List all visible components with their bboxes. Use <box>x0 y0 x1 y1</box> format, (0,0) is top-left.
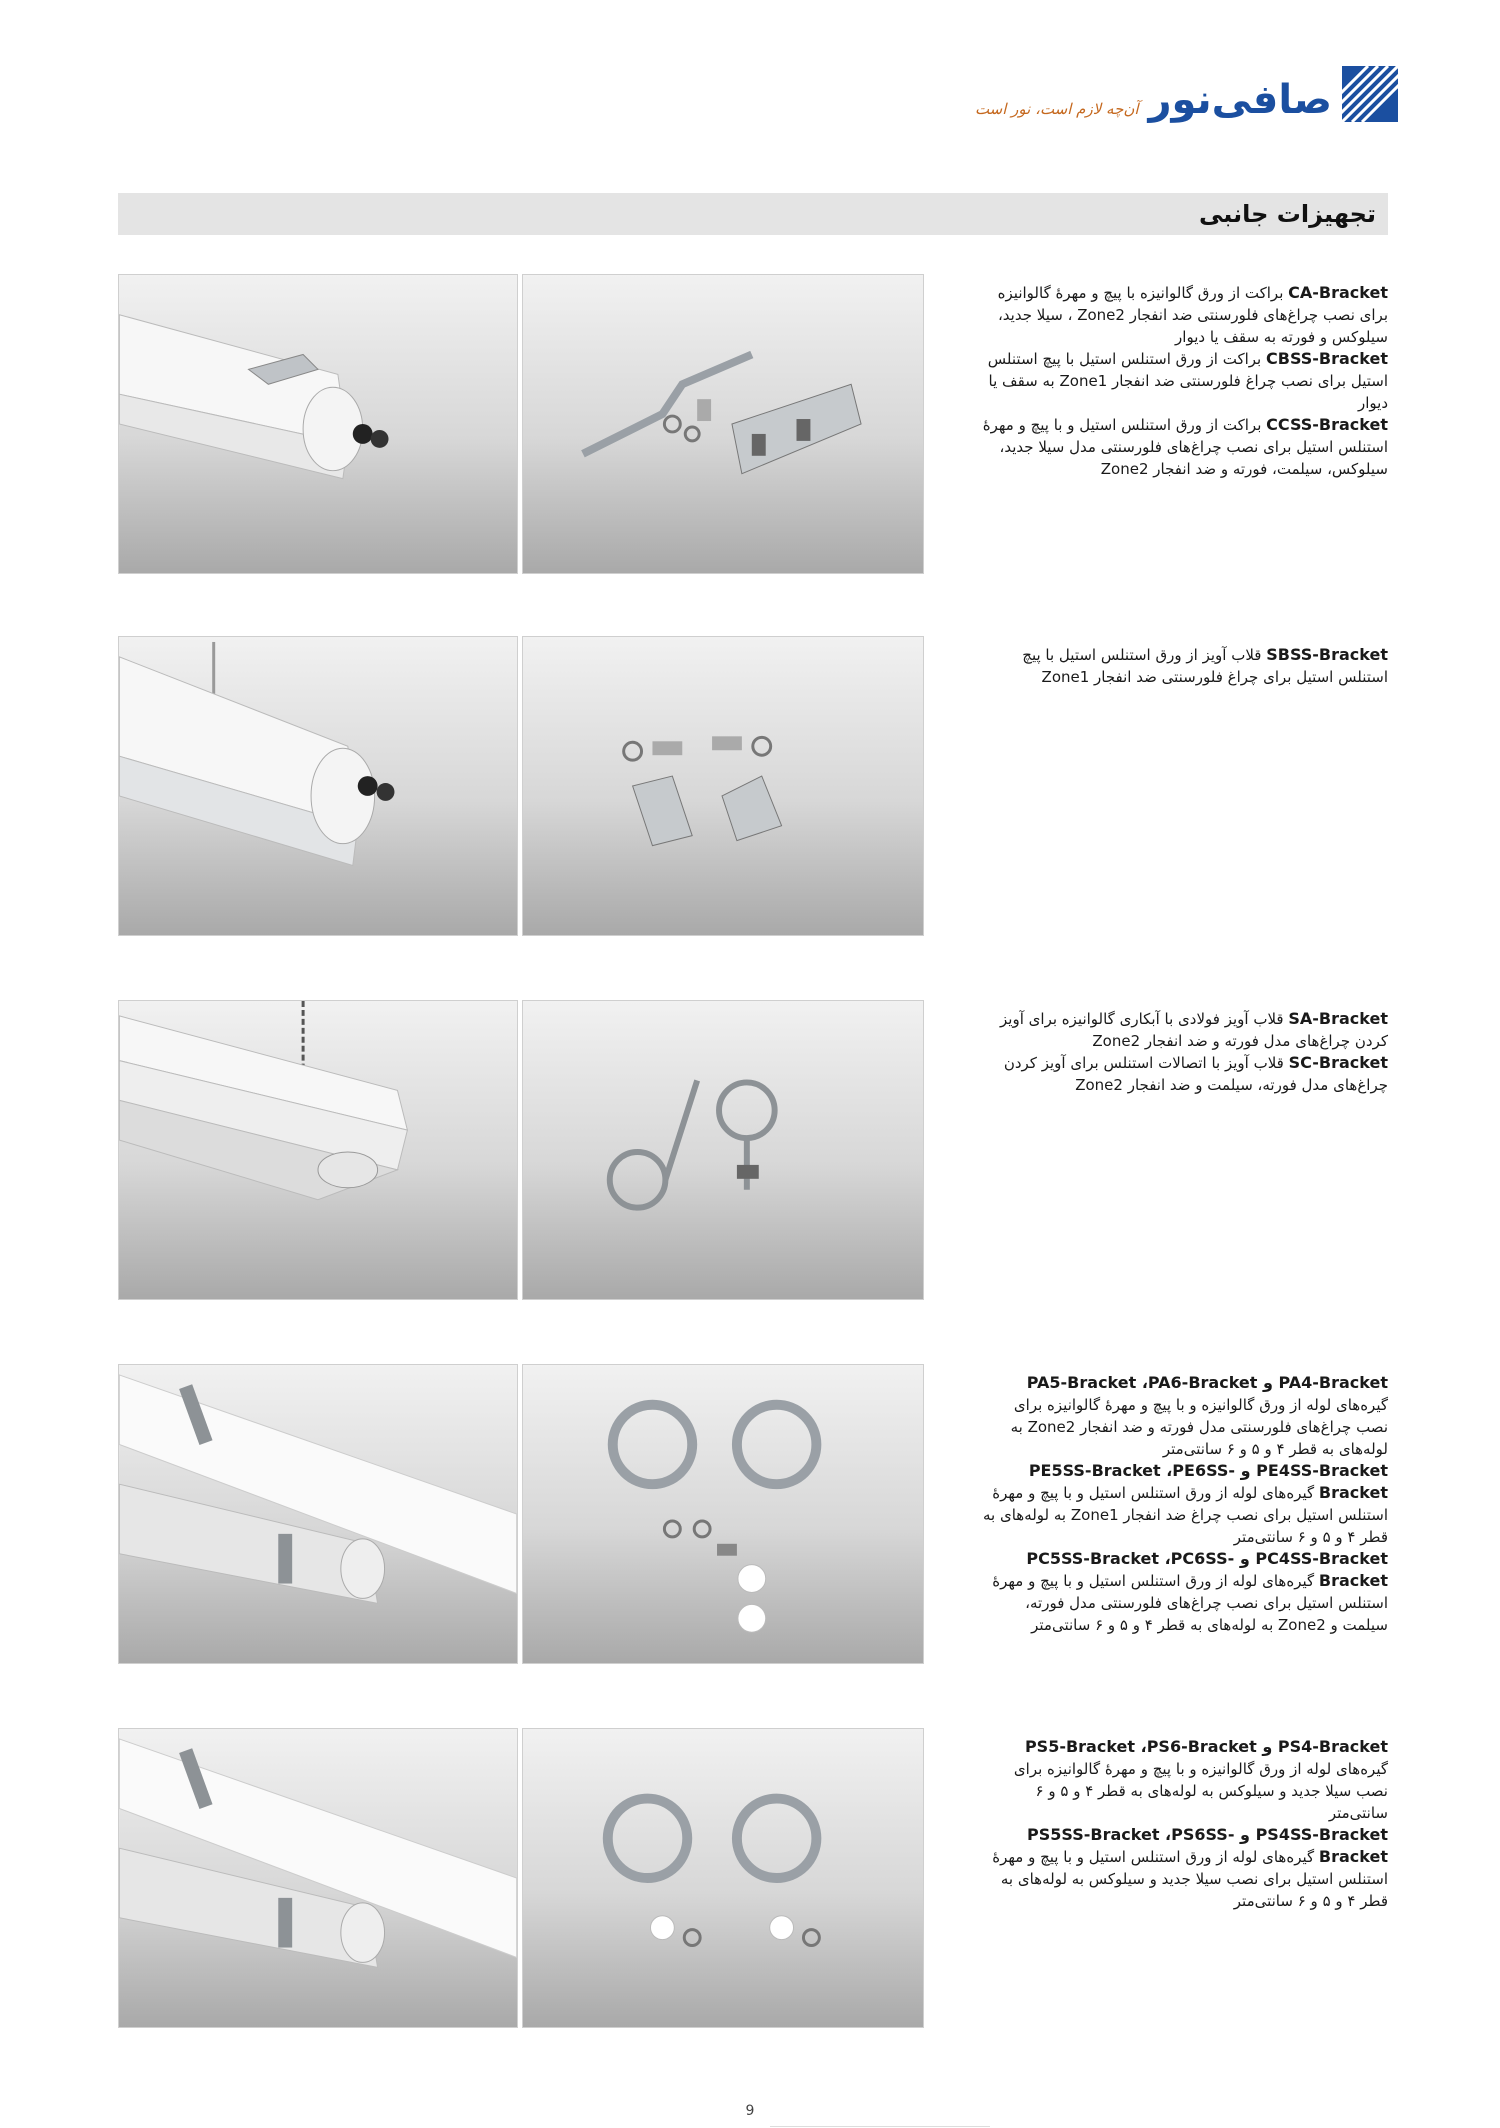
product-entry <box>978 1824 1388 1912</box>
bracket-photo-2 <box>522 636 924 936</box>
bracket-parts-icon <box>523 275 923 573</box>
product-text: گیره‌های لوله از ورق گالوانیزه و با پیچ و مهرهٔ گالوانیزه برای نصب چراغ‌های فلورسنتی مدل فورته و ضد انفجار Zone2 به لوله‌های به قطر ۴ و ۵ و ۶ سانتی‌متر <box>1010 1396 1388 1458</box>
product-description-2 <box>978 644 1388 688</box>
bracket-photo-4 <box>522 1364 924 1664</box>
product-text: گیره‌های لوله از ورق گالوانیزه و با پیچ و مهرهٔ گالوانیزه برای نصب سیلا جدید و سیلوکس به لوله‌های به قطر ۴ و ۵ و ۶ سانتی‌متر <box>1013 1760 1388 1822</box>
product-entry <box>978 1052 1388 1096</box>
footer-divider <box>770 2126 990 2127</box>
product-text: براکت از ورق استنلس استیل و با پیچ و مهرهٔ استنلس استیل برای نصب چراغ‌های فلورسنتی مدل سیلا جدید، سیلوکس، سیلمت، فورته و ضد انفجار Zone2 <box>982 416 1388 478</box>
pipe-mounted-fixture-icon <box>119 1729 517 2027</box>
product-text: گیره‌های لوله از ورق استنلس استیل و با پیچ و مهرهٔ استنلس استیل برای نصب چراغ ضد انفجار Zone1 به لوله‌های به قطر ۴ و ۵ و ۶ سانتی‌متر <box>982 1484 1388 1546</box>
bracket-photo-5 <box>522 1728 924 2028</box>
fixture-with-bracket-icon <box>119 275 517 573</box>
page-title: تجهیزات جانبی <box>1199 200 1376 228</box>
product-entry <box>978 348 1388 414</box>
hanging-fixture-icon <box>119 637 517 935</box>
product-description-4 <box>978 1372 1388 1636</box>
pipe-clamp-parts-icon <box>523 1729 923 2027</box>
product-text: گیره‌های لوله از ورق استنلس استیل و با پیچ و مهرهٔ استنلس استیل برای نصب چراغ‌های فلورسنتی مدل فورته، سیلمت و Zone2 به لوله‌های به قطر ۴ و ۵ و ۶ سانتی‌متر <box>992 1572 1388 1634</box>
brand-tagline: آن‌چه لازم است، نور است <box>974 100 1139 118</box>
chain-hung-fixture-icon <box>119 1001 517 1299</box>
product-text: قلاب آویز فولادی با آبکاری گالوانیزه برای آویز کردن چراغ‌های مدل فورته و ضد انفجار Zone2 <box>1000 1010 1388 1050</box>
product-description-5 <box>978 1736 1388 1912</box>
product-entry <box>978 1460 1388 1548</box>
product-text: براکت از ورق گالوانیزه با پیچ و مهرهٔ گالوانیزه برای نصب چراغ‌های فلورسنتی ضد انفجار Zone2 ، سیلا جدید، سیلوکس و فورته به سقف یا دیوار <box>997 284 1388 346</box>
bracket-photo-3 <box>522 1000 924 1300</box>
product-section-5 <box>118 1728 1388 2028</box>
spiral-hook-icon <box>523 1001 923 1299</box>
product-description-1 <box>978 282 1388 480</box>
product-entry <box>978 1008 1388 1052</box>
product-text: قلاب آویز با اتصالات استنلس برای آویز کردن چراغ‌های مدل فورته، سیلمت و ضد انفجار Zone2 <box>1003 1054 1388 1094</box>
product-code: PS4-Bracket و PS5-Bracket ،PS6-Bracket <box>1024 1737 1388 1756</box>
bracket-photo-1 <box>522 274 924 574</box>
product-section-4 <box>118 1364 1388 1664</box>
product-code: SC-Bracket <box>1288 1053 1388 1072</box>
product-description-3 <box>978 1008 1388 1096</box>
product-code: PA4-Bracket و PA5-Bracket ،PA6-Bracket <box>1026 1373 1388 1392</box>
product-code: CA-Bracket <box>1288 283 1388 302</box>
fixture-photo-5 <box>118 1728 518 2028</box>
section-title-bar <box>118 193 1388 235</box>
product-entry <box>978 1736 1388 1824</box>
product-code: CBSS-Bracket <box>1266 349 1388 368</box>
product-code: CCSS-Bracket <box>1266 415 1388 434</box>
product-entry <box>978 282 1388 348</box>
pipe-mounted-fixture-icon <box>119 1365 517 1663</box>
product-code: PS4SS-Bracket و PS5SS-Bracket ،PS6SS-Bracket <box>1027 1825 1388 1866</box>
product-text: براکت از ورق استنلس استیل با پیچ استنلس استیل برای نصب چراغ فلورسنتی ضد انفجار Zone1 به سقف یا دیوار <box>987 350 1388 412</box>
product-code: SA-Bracket <box>1288 1009 1388 1028</box>
product-entry <box>978 644 1388 688</box>
fixture-photo-1 <box>118 274 518 574</box>
brand-logo <box>975 66 1398 122</box>
brand-stripes-icon <box>1342 66 1398 122</box>
fixture-photo-2 <box>118 636 518 936</box>
product-code: PC4SS-Bracket و PC5SS-Bracket ،PC6SS-Bracket <box>1026 1549 1388 1590</box>
brand-name: صافی‌نور <box>1148 77 1332 123</box>
fixture-photo-3 <box>118 1000 518 1300</box>
product-code: PE4SS-Bracket و PE5SS-Bracket ،PE6SS-Bracket <box>1028 1461 1388 1502</box>
product-text: گیره‌های لوله از ورق استنلس استیل و با پیچ و مهرهٔ استنلس استیل برای نصب سیلا جدید و سیلوکس به لوله‌های به قطر ۴ و ۵ و ۶ سانتی‌متر <box>992 1848 1388 1910</box>
hook-parts-icon <box>523 637 923 935</box>
product-section-2 <box>118 636 1388 936</box>
product-text: قلاب آویز از ورق استنلس استیل با پیچ استنلس استیل برای چراغ فلورسنتی ضد انفجار Zone1 <box>1022 646 1388 686</box>
product-entry <box>978 414 1388 480</box>
product-entry <box>978 1372 1388 1460</box>
pipe-clamp-parts-icon <box>523 1365 923 1663</box>
product-section-3 <box>118 1000 1388 1300</box>
product-code: SBSS-Bracket <box>1266 645 1388 664</box>
product-section-1 <box>118 274 1388 574</box>
fixture-photo-4 <box>118 1364 518 1664</box>
page-number: 9 <box>745 2103 755 2119</box>
product-entry <box>978 1548 1388 1636</box>
